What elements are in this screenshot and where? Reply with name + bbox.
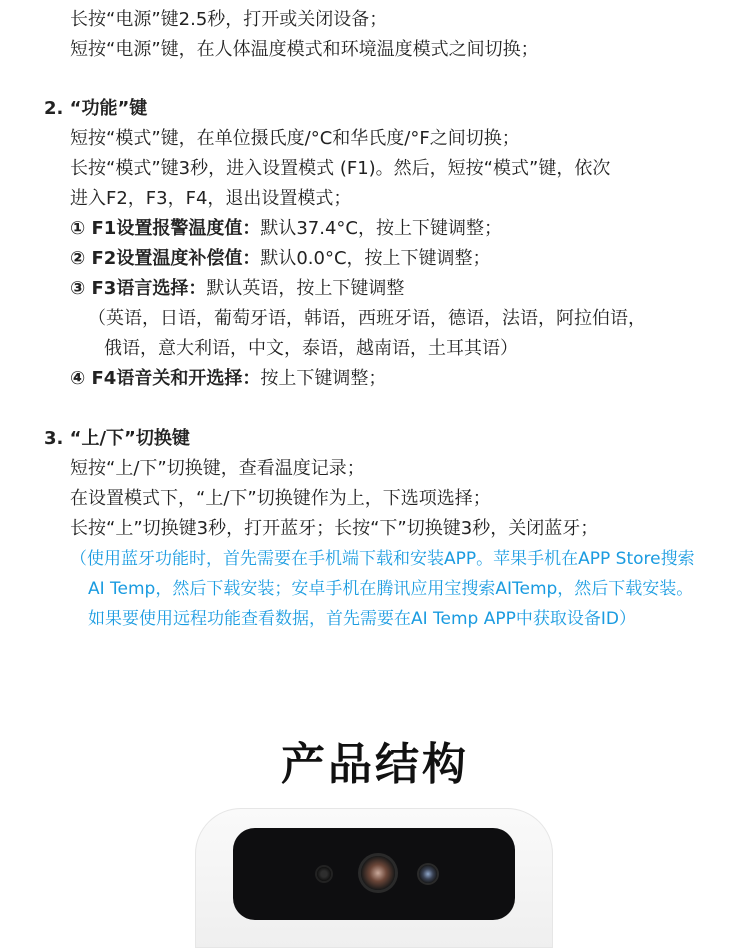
languages-line-2: 俄语，意大利语，中文，泰语，越南语，土耳其语） [104, 338, 518, 359]
updown-line-1: 短按“上/下”切换键，查看温度记录； [70, 458, 365, 479]
camera-lens-icon [361, 856, 395, 890]
f2-item [70, 247, 491, 271]
updown-line-2: 在设置模式下，“上/下”切换键作为上，下选项选择； [70, 488, 491, 509]
power-line-1: 长按“电源”键2.5秒，打开或关闭设备； [70, 9, 388, 30]
f4-item [70, 367, 386, 391]
function-line-2: 长按“模式”键3秒，进入设置模式 (F1)。然后，短按“模式”键，依次 [70, 158, 611, 179]
product-structure-title: 产品结构 [281, 739, 469, 790]
f4-text: 按上下键调整； [260, 368, 387, 389]
f2-label: ② F2设置温度补偿值： [70, 248, 261, 269]
f1-text: 默认37.4°C，按上下键调整； [260, 218, 502, 239]
bluetooth-note-1: （使用蓝牙功能时，首先需要在手机端下载和安装APP。苹果手机在APP Store搜索 [70, 549, 695, 569]
function-key-title: 2. “功能”键 [44, 98, 148, 119]
function-line-1: 短按“模式”键，在单位摄氏度/°C和华氏度/°F之间切换； [70, 128, 520, 149]
f2-text: 默认0.0°C，按上下键调整； [260, 248, 491, 269]
updown-key-title: 3. “上/下”切换键 [44, 428, 190, 449]
distance-sensor-icon [419, 865, 437, 883]
f3-label: ③ F3语言选择： [70, 278, 207, 299]
bluetooth-note-2: AI Temp，然后下载安装；安卓手机在腾讯应用宝搜索AITemp，然后下载安装。 [88, 579, 694, 599]
languages-line-1: （英语，日语，葡萄牙语，韩语，西班牙语，德语，法语，阿拉伯语， [88, 308, 646, 329]
power-line-2: 短按“电源”键，在人体温度模式和环境温度模式之间切换； [70, 39, 539, 60]
f4-label: ④ F4语音关和开选择： [70, 368, 261, 389]
f1-label: ① F1设置报警温度值： [70, 218, 261, 239]
bluetooth-note-3: 如果要使用远程功能查看数据，首先需要在AI Temp APP中获取设备ID） [88, 609, 636, 629]
f1-item [70, 217, 502, 241]
device-image [195, 808, 553, 948]
ir-sensor-icon [317, 867, 331, 881]
updown-line-3: 长按“上”切换键3秒，打开蓝牙；长按“下”切换键3秒，关闭蓝牙； [70, 518, 599, 539]
f3-item [70, 277, 404, 301]
function-line-3: 进入F2，F3，F4，退出设置模式； [70, 188, 352, 209]
sensor-panel [233, 828, 515, 920]
f3-text: 默认英语，按上下键调整 [206, 278, 405, 299]
